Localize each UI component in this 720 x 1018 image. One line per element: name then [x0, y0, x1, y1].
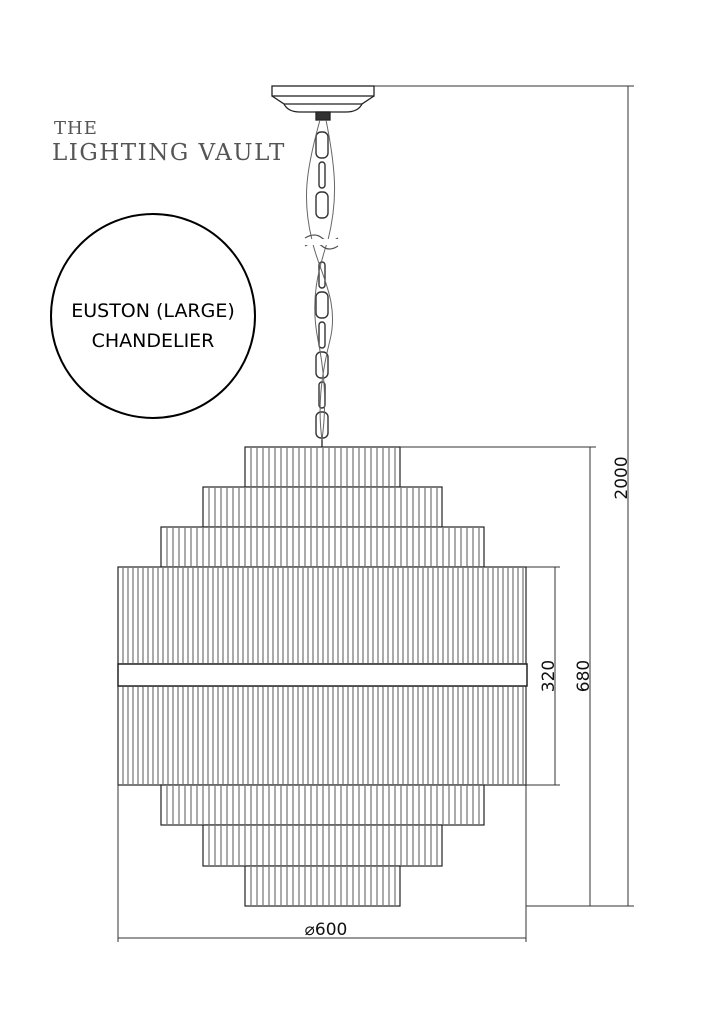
chain-link: [319, 162, 325, 188]
glass-tier: [203, 825, 442, 866]
chain-link: [316, 132, 328, 158]
glass-tier: [245, 447, 400, 487]
glass-tier: [118, 686, 526, 785]
ceiling-canopy: [272, 86, 374, 120]
body-height-label: 680: [574, 659, 594, 693]
band-height-label: 320: [539, 659, 559, 693]
break-mark: [305, 235, 338, 249]
overall-height-label: 2000: [612, 456, 632, 500]
metal-band: [118, 664, 527, 686]
chain-link: [316, 412, 328, 438]
chain-link: [316, 192, 328, 218]
glass-tier: [118, 567, 526, 664]
chain: [316, 132, 328, 447]
glass-tier: [245, 866, 400, 906]
diameter-label: ⌀600: [304, 920, 348, 940]
product-type: CHANDELIER: [91, 330, 215, 352]
brand-name: LIGHTING VAULT: [52, 140, 286, 166]
glass-tier: [161, 785, 484, 825]
brand-the: THE: [54, 118, 98, 139]
chain-link: [319, 322, 325, 348]
cable: [306, 120, 334, 440]
product-name: EUSTON (LARGE): [71, 300, 235, 322]
chain-link: [316, 292, 328, 318]
glass-tier: [203, 487, 442, 527]
glass-tier: [161, 527, 484, 567]
